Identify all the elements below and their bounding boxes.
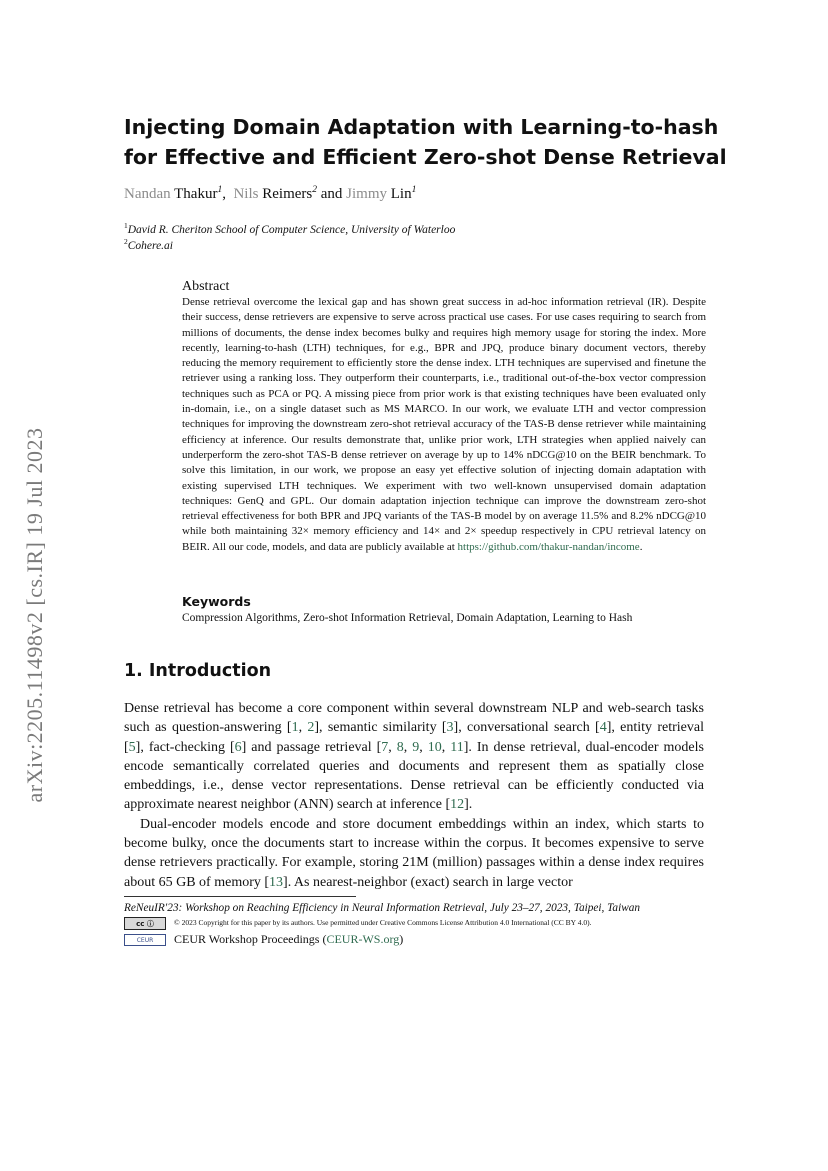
citation-link[interactable]: 9 [412,739,420,755]
citation-link[interactable]: 11 [450,739,464,755]
citation-link[interactable]: 1 [291,720,299,736]
citation-link[interactable]: 5 [128,739,136,755]
affiliation: $^1$David R. Cheriton School of Computer Science, University of Waterloo [124,221,456,236]
paragraph: Dual-encoder models encode and store document embeddings within an index, which starts to become bulky, once the documents start to increase within the corpus. It becomes expensive to serve dense retrievers practically. For example, storing 21M (million) passages within a dense index requires about 65 GB of memory [13]. As nearest-neighbor (exact) search in large vector [124,816,704,890]
citation-link[interactable]: 6 [234,739,242,755]
footnote-rule [124,896,356,897]
github-link[interactable]: https://github.com/thakur-nandan/income [457,540,640,553]
author-first-name: Nils [233,186,259,202]
citation-link[interactable]: 7 [381,739,389,755]
author-first-name: Nandan [124,186,171,202]
citation-link[interactable]: 2 [307,720,315,736]
author-affil-mark: 2 [312,185,317,195]
author-first-name: Jimmy [346,186,387,202]
author-affil-mark: 1 [411,185,417,195]
author-list: Nandan Thakur$^1$, Nils Reimers$^2$ and Jimmy Lin$^1$ [124,185,417,202]
paragraph: Dense retrieval has become a core component within several downstream NLP and web-search tasks such as question-answering [1, 2], semantic similarity [3], conversational search [4], entity retrieval [5], fact-checking [6] and passage retrieval [7, 8, 9, 10, 11]. In dense retrieval, dual-encoder models encode semantically correlated queries and documents and represent them as spatially close embeddings, i.e., dense vector representations. Dense retrieval can be efficiently conducted via approximate nearest neighbor (ANN) search at inference [12]. [124,701,704,813]
intro-body [124,699,704,892]
abstract-heading: Abstract [182,279,230,294]
citation-link[interactable]: 12 [450,797,465,813]
citation-link[interactable]: 4 [599,720,607,736]
venue-footnote: ReNeuIR'23: Workshop on Reaching Efficiency in Neural Information Retrieval, July 23–27, 2023, Taipei, Taiwan [124,902,641,914]
abstract-text: Dense retrieval overcome the lexical gap and has shown great success in ad-hoc information retrieval (IR). Despite their success, dense retrievers are expensive to serve across practical use cases. For use cases requiring to search from millions of documents, the dense index becomes bulky and requires high memory usage for storing the index. More recently, learning-to-hash (LTH) techniques, for e.g., BPR and JPQ, produce binary document vectors, thereby reducing the memory requirement to efficiently store the dense index. LTH techniques are supervised and finetune the retriever using a ranking loss. They outperform their counterparts, i.e., traditional out-of-the-box vector compression techniques such as PCA or PQ. A missing piece from prior work is that existing techniques have been evaluated only in-domain, i.e., on a single dataset such as MS MARCO. In our work, we evaluate LTH and vector compression techniques for improving the downstream zero-shot retrieval accuracy of the TAS-B dense retriever while maintaining efficiency at inference. Our results demonstrate that, unlike prior work, LTH strategies when applied naively can underperform the zero-shot TAS-B dense retriever on average by up to 14% nDCG@10 on the BEIR benchmark. To solve this limitation, in our work, we propose an easy yet effective solution of injecting domain adaptation with existing supervised LTH techniques. We experiment with two well-known unsupervised domain adaptation techniques: GenQ and GPL. Our domain adaptation injection technique can improve the downstream zero-shot retrieval effectiveness for both BPR and JPQ variants of the TAS-B model by on average 11.5% and 8.2% nDCG@10 while both maintaining 32× memory efficiency and 14× and 2× speedup respectively in CPU retrieval latency on BEIR. All our code, models, and data are publicly available at https://github.com/thakur-nandan/income. [182,296,706,553]
author-affil-mark: 1 [217,185,223,195]
ceur-proceedings-line: CEUR Workshop Proceedings (CEUR-WS.org) [174,932,404,946]
cc-license-icon: cc ⓘ [124,917,166,930]
copyright-line: © 2023 Copyright for this paper by its authors. Use permitted under Creative Commons License Attribution 4.0 International (CC BY 4.0). [174,918,592,927]
keywords-list: Compression Algorithms, Zero-shot Information Retrieval, Domain Adaptation, Learning to Hash [182,612,633,624]
paper-title [124,112,727,172]
section-heading: 1. Introduction [124,661,272,681]
title-line: Injecting Domain Adaptation with Learning-to-hash [124,115,719,139]
affiliation: $^2$Cohere.ai [124,237,173,252]
author-last-name: Thakur [174,186,218,202]
ceur-logo-icon: CEUR [124,934,166,946]
author-last-name: Lin [390,186,412,202]
keywords-heading: Keywords [182,594,251,609]
citation-link[interactable]: 13 [269,874,284,890]
arxiv-stamp: arXiv:2205.11498v2 [cs.IR] 19 Jul 2023 [22,427,47,803]
ceur-link[interactable]: CEUR-WS.org [326,932,400,946]
author-conjunction: and [320,186,343,202]
title-line: for Effective and Efficient Zero-shot Dense Retrieval [124,145,727,169]
citation-link[interactable]: 8 [396,739,404,755]
author-last-name: Reimers [262,186,313,202]
citation-link[interactable]: 3 [446,720,454,736]
citation-link[interactable]: 10 [427,739,442,755]
